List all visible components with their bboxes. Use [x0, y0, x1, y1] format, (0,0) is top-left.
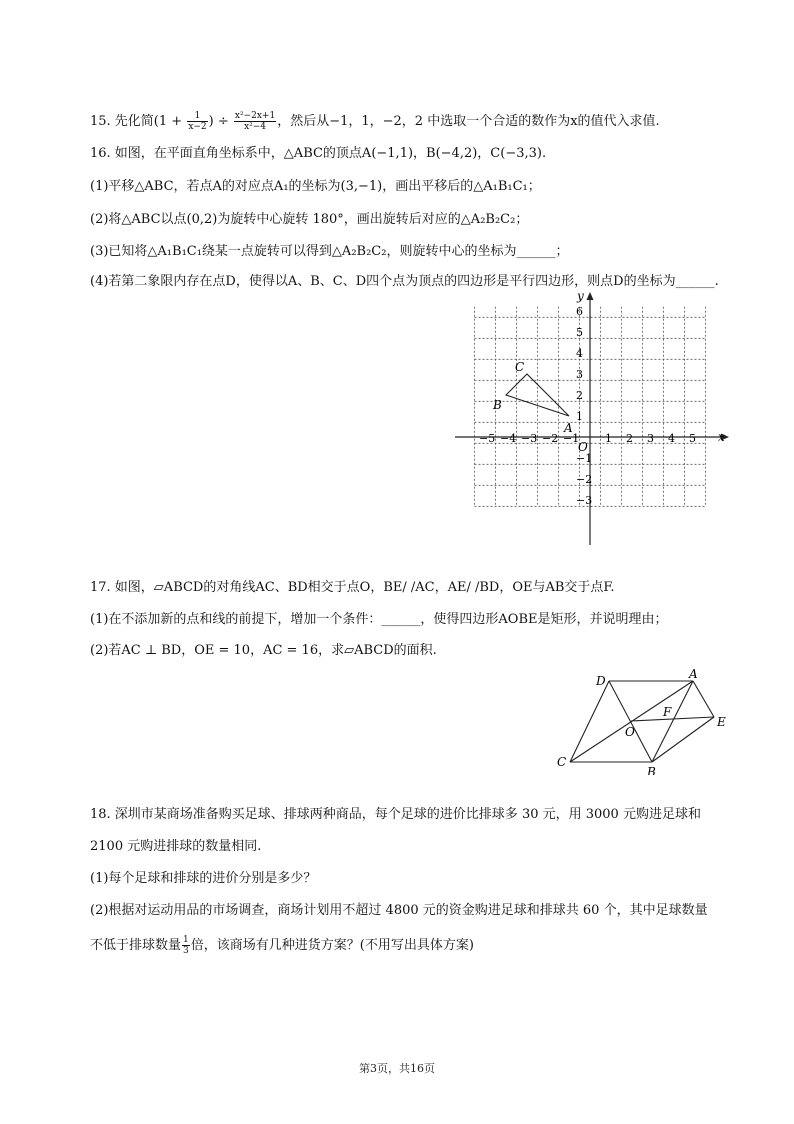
- x-tick-label: 1: [605, 432, 612, 445]
- q15-suffix: ，然后从−1，1，−2，2 中选取一个合适的数作为x的值代入求值.: [277, 114, 660, 129]
- q18-stem-line-1: 18. 深圳市某商场准备购买足球、排球两种商品，每个足球的进价比排球多 30 元，用 3000 元购进足球和: [90, 807, 701, 822]
- q18-part-1: (1)每个足球和排球的进价分别是多少？: [90, 871, 317, 886]
- origin-label: O: [578, 440, 588, 454]
- q15-line: [90, 111, 660, 132]
- q17-part-2: (2)若AC ⊥ BD，OE = 10，AC = 16，求▱ABCD的面积.: [90, 643, 437, 658]
- y-tick-label: −2: [576, 473, 593, 486]
- coordinate-grid-figure: [455, 290, 735, 550]
- label-o: O: [625, 725, 635, 739]
- q18-stem-line-2: 2100 元购进排球的数量相同.: [90, 839, 262, 854]
- q18-fraction: $\frac{1}{3}$: [183, 935, 189, 956]
- q16-part-1: (1)平移△ABC，若点A的对应点A₁的坐标为(3,−1)，画出平移后的△A₁B₁C₁；: [90, 179, 541, 194]
- label-f: F: [663, 705, 672, 719]
- label-a: A: [689, 667, 698, 681]
- point-b-label: B: [493, 398, 502, 412]
- x-tick-label: 4: [668, 432, 675, 445]
- x-tick-label: −5: [479, 432, 496, 445]
- q15-fraction-2: $\frac{\text{x²−2x+1}}{\text{x²−4}}$: [234, 111, 276, 132]
- y-tick-label: 3: [576, 368, 583, 381]
- page-footer: 第3页，共16页: [359, 1062, 435, 1075]
- y-axis-label: y: [577, 290, 584, 303]
- q17-stem: 17. 如图，▱ABCD的对角线AC、BD相交于点O，BE/ /AC，AE/ /BD，OE与AB交于点F.: [90, 580, 615, 595]
- y-tick-label: −3: [576, 494, 593, 507]
- segment-ae: [693, 681, 714, 717]
- label-e: E: [717, 715, 726, 729]
- segment-ab: [652, 681, 693, 762]
- point-a-label: A: [564, 421, 573, 435]
- segment-be: [652, 717, 714, 762]
- x-tick-label: −2: [542, 432, 559, 445]
- q15-fraction-1: $\frac{1}{x-2}$: [188, 111, 207, 132]
- label-d: D: [596, 674, 606, 688]
- label-b: B: [647, 765, 656, 775]
- y-tick-label: 1: [576, 410, 583, 423]
- y-tick-label: 4: [576, 347, 583, 360]
- diagonal-db: [609, 681, 652, 762]
- y-tick-label: 2: [576, 389, 583, 402]
- q16-part-4: (4)若第二象限内存在点D，使得以A、B、C、D四个点为顶点的四边形是平行四边形，则点D的坐标为______.: [90, 274, 719, 289]
- q16-part-3: (3)已知将△A₁B₁C₁绕某一点旋转可以得到△A₂B₂C₂，则旋转中心的坐标为______；: [90, 244, 569, 259]
- parallelogram-figure: [550, 665, 740, 775]
- y-tick-label: 5: [576, 326, 583, 339]
- q17-part-1: (1)在不添加新的点和线的前提下，增加一个条件：______，使得四边形AOBE是矩形，并说明理由；: [90, 612, 668, 627]
- x-tick-label: 2: [626, 432, 633, 445]
- q18-p3-post: 倍，该商场有几种进货方案？(不用写出具体方案): [190, 938, 474, 953]
- x-tick-label: −3: [521, 432, 538, 445]
- y-tick-label: −1: [576, 452, 593, 465]
- q16-part-2: (2)将△ABC以点(0,2)为旋转中心旋转 180°，画出旋转后对应的△A₂B₂C₂；: [90, 212, 529, 227]
- label-c: C: [557, 755, 567, 769]
- q18-part-2-cont: [90, 935, 474, 956]
- x-axis-label: x: [718, 430, 725, 444]
- x-tick-label: 5: [689, 432, 696, 445]
- q16-stem: 16. 如图，在平面直角坐标系中，△ABC的顶点A(−1,1)，B(−4,2)，C(−3,3).: [90, 146, 547, 161]
- q15-prefix: 15. 先化简(1 +: [90, 114, 187, 129]
- q18-part-2: (2)根据对运动用品的市场调查，商场计划用不超过 4800 元的资金购进足球和排球共 60 个，其中足球数量: [90, 903, 708, 918]
- x-tick-label: −1: [563, 432, 580, 445]
- y-axis-arrow: [587, 292, 594, 300]
- x-tick-label: −4: [500, 432, 517, 445]
- y-tick-label: 6: [576, 305, 583, 318]
- q18-p3-pre: 不低于排球数量: [90, 938, 182, 953]
- q15-mid: ) ÷: [208, 114, 233, 129]
- x-tick-label: 3: [647, 432, 654, 445]
- point-c-label: C: [515, 360, 525, 374]
- segment-dc: [570, 681, 609, 762]
